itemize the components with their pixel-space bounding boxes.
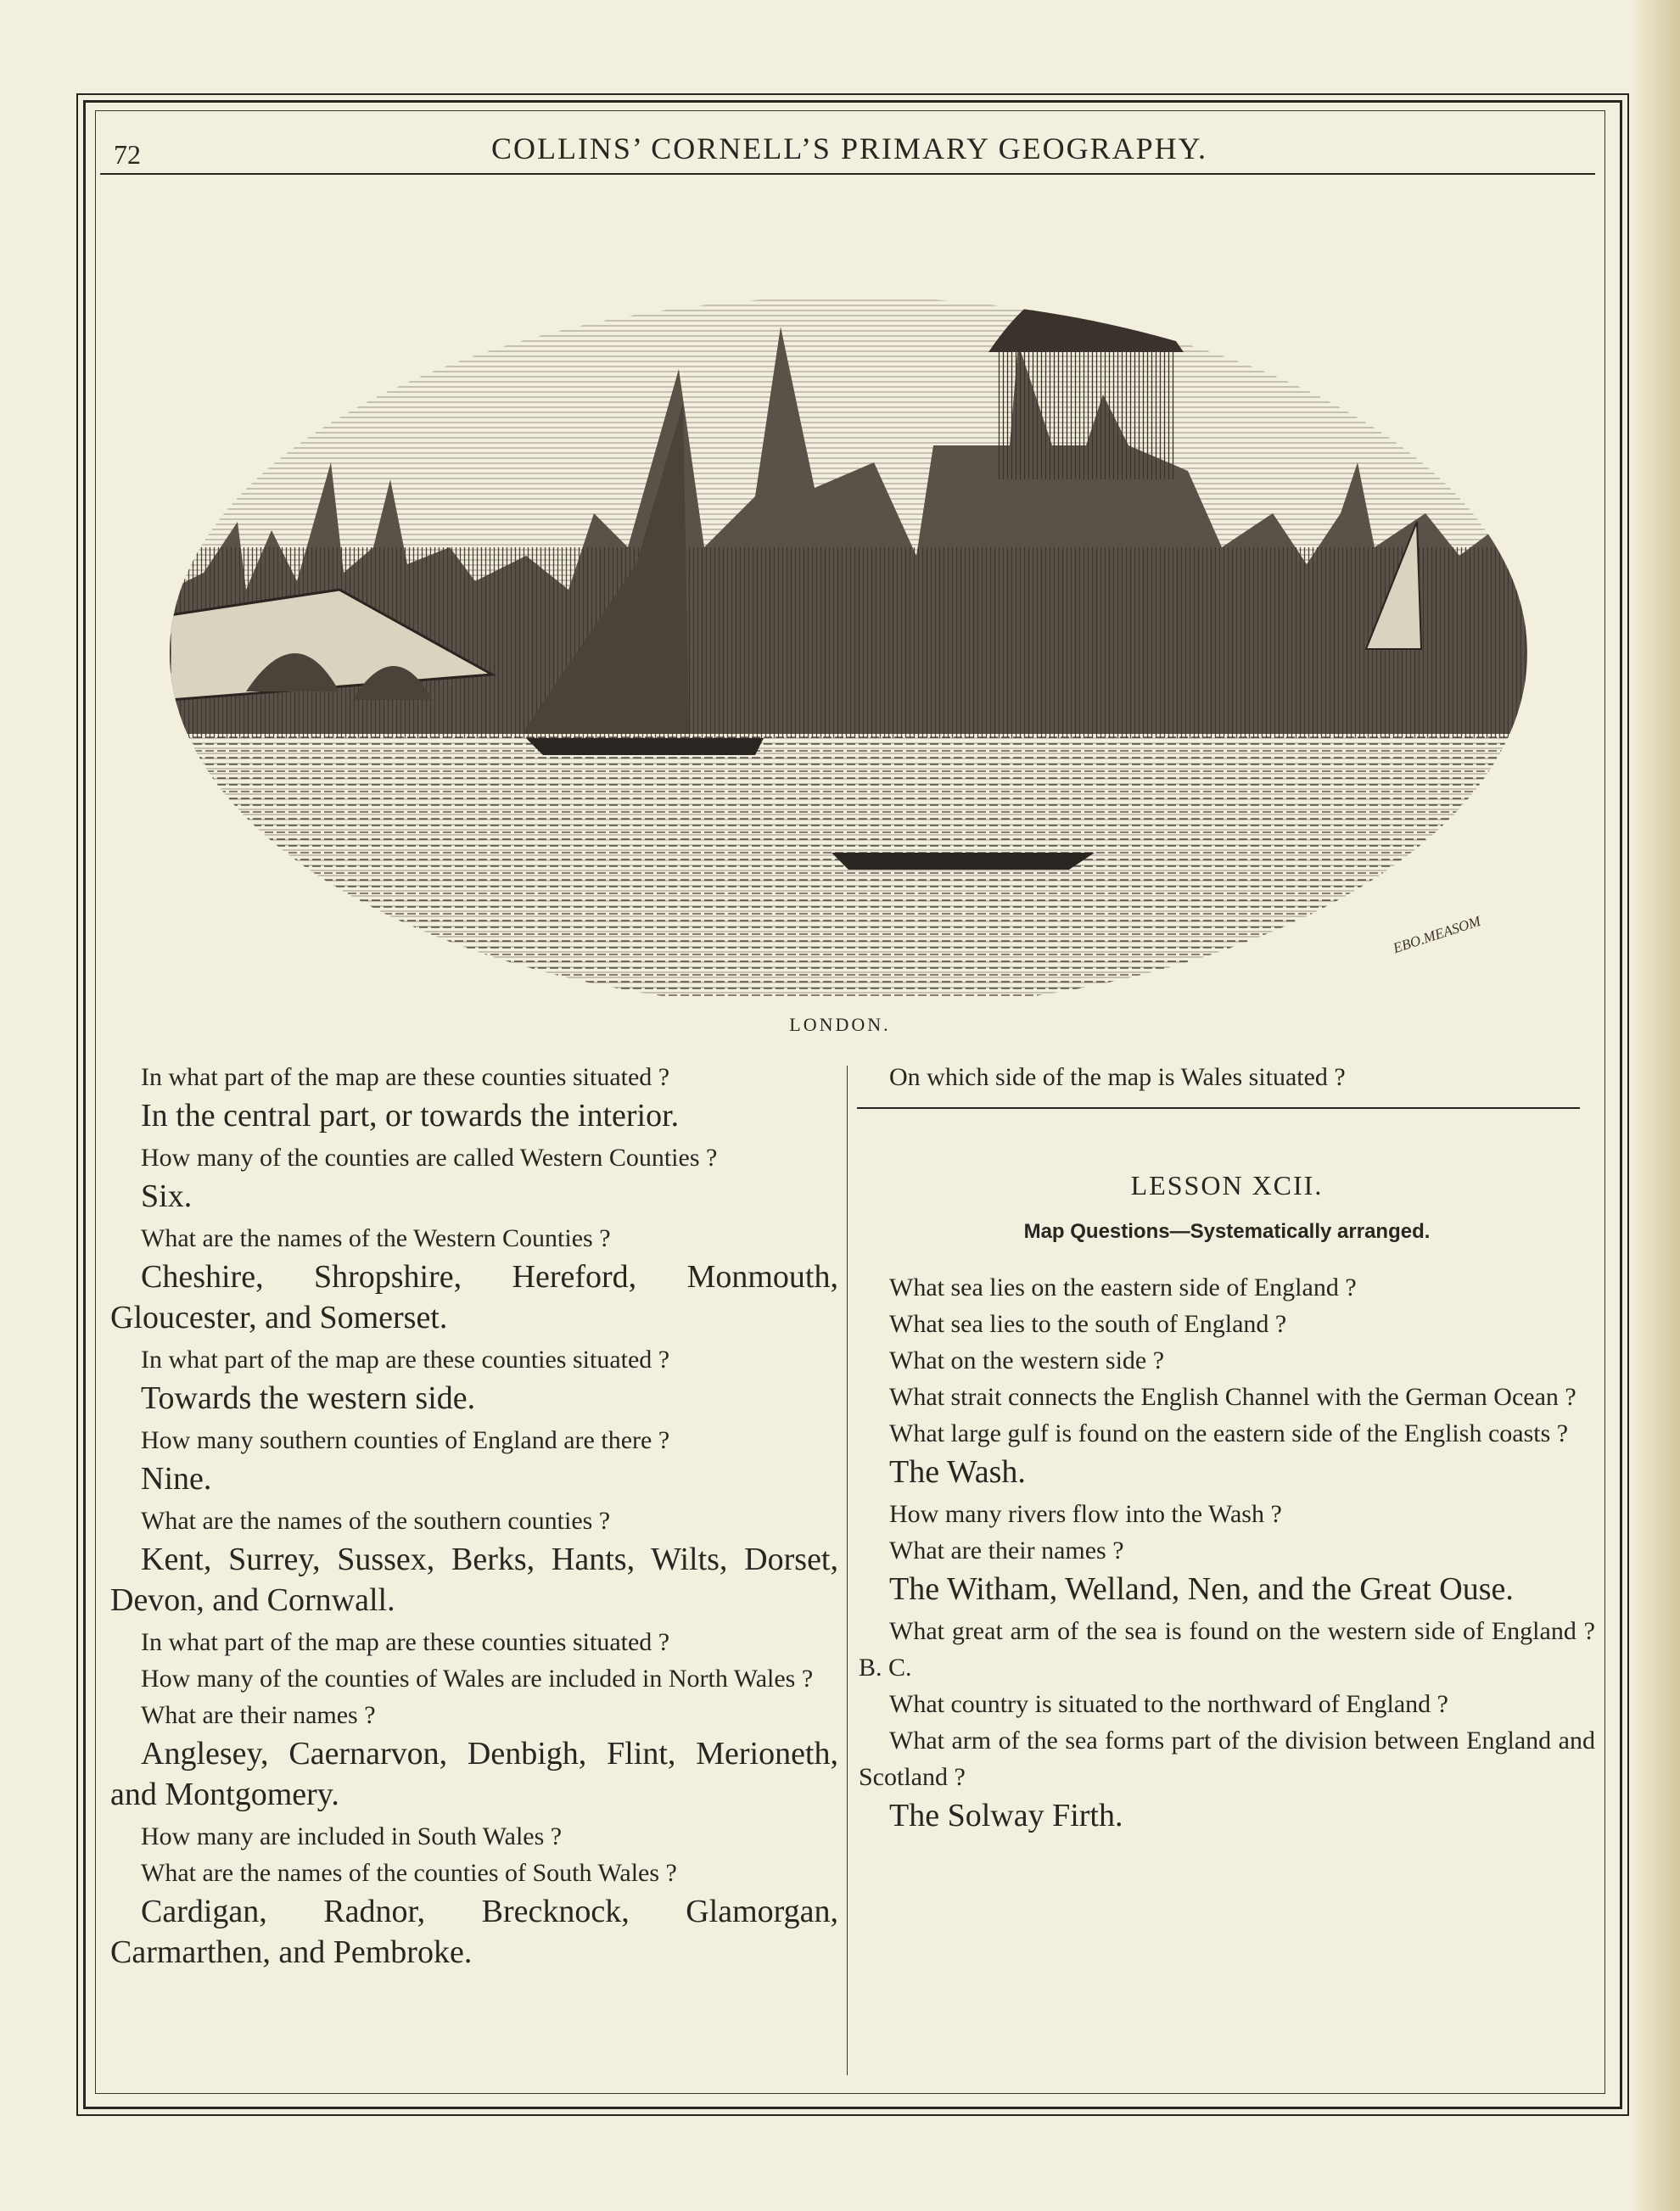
- answer: The Witham, Welland, Nen, and the Great Ouse.: [889, 1571, 1514, 1607]
- left-column: [110, 1059, 838, 1973]
- question: What sea lies to the south of England ?: [889, 1310, 1287, 1338]
- book-spine-shadow: [1629, 0, 1680, 2211]
- answer: Towards the western side.: [141, 1380, 476, 1416]
- running-title: COLLINS’ CORNELL’S PRIMARY GEOGRAPHY.: [490, 132, 1208, 165]
- question: How many southern counties of England are there ?: [141, 1426, 670, 1454]
- question: In what part of the map are these counties situated ?: [141, 1346, 670, 1374]
- question: What country is situated to the northward of England ?: [889, 1690, 1448, 1718]
- header-rule: [100, 173, 1595, 175]
- question: What are the names of the Western Counties ?: [141, 1224, 611, 1252]
- answer: Nine.: [141, 1461, 212, 1497]
- question: How many rivers flow into the Wash ?: [889, 1500, 1282, 1528]
- lesson-subtitle: Map Questions—Systematically arranged.: [1023, 1220, 1431, 1243]
- column-divider: [847, 1066, 848, 2075]
- question: How many of the counties of Wales are included in North Wales ?: [141, 1665, 814, 1693]
- right-column: [859, 1059, 1595, 1836]
- question: What large gulf is found on the eastern side of the English coasts ?: [889, 1419, 1569, 1447]
- question: What arm of the sea forms part of the division between England and Scotland ?: [859, 1727, 1595, 1791]
- question: In what part of the map are these counties situated ?: [141, 1628, 670, 1656]
- question: What on the western side ?: [889, 1346, 1165, 1374]
- answer: Kent, Surrey, Sussex, Berks, Hants, Wilts, Dorset, Devon, and Cornwall.: [110, 1542, 838, 1618]
- answer: The Solway Firth.: [889, 1798, 1123, 1833]
- answer: Cheshire, Shropshire, Hereford, Monmouth, Gloucester, and Somerset.: [110, 1259, 838, 1335]
- question: What strait connects the English Channel with the German Ocean ?: [889, 1383, 1576, 1411]
- answer: The Wash.: [889, 1454, 1026, 1490]
- section-rule: [857, 1107, 1580, 1109]
- question: In what part of the map are these counties situated ?: [141, 1063, 670, 1091]
- question: What are their names ?: [889, 1537, 1124, 1564]
- question: What are the names of the counties of South Wales ?: [141, 1859, 677, 1887]
- page-header: [95, 119, 1604, 175]
- answer: Anglesey, Caernarvon, Denbigh, Flint, Merioneth, and Montgomery.: [110, 1736, 838, 1812]
- answer: Six.: [141, 1178, 193, 1214]
- question: On which side of the map is Wales situated ?: [889, 1063, 1346, 1091]
- question: What great arm of the sea is found on the western side of England ? B. C.: [859, 1617, 1595, 1682]
- engraver-signature: EBO.MEASOM: [1391, 912, 1483, 957]
- london-engraving: [170, 191, 1527, 997]
- question: What are the names of the southern counties ?: [141, 1507, 611, 1535]
- lesson-title: LESSON XCII.: [1130, 1170, 1324, 1201]
- page-number: 72: [114, 139, 141, 170]
- question: How many are included in South Wales ?: [141, 1822, 563, 1850]
- answer: In the central part, or towards the interior.: [141, 1098, 680, 1133]
- illustration-caption: LONDON.: [789, 1014, 891, 1035]
- answer: Cardigan, Radnor, Brecknock, Glamorgan, Carmarthen, and Pembroke.: [110, 1894, 838, 1970]
- question: What are their names ?: [141, 1701, 376, 1729]
- question: What sea lies on the eastern side of England ?: [889, 1273, 1357, 1301]
- question: How many of the counties are called Western Counties ?: [141, 1144, 718, 1172]
